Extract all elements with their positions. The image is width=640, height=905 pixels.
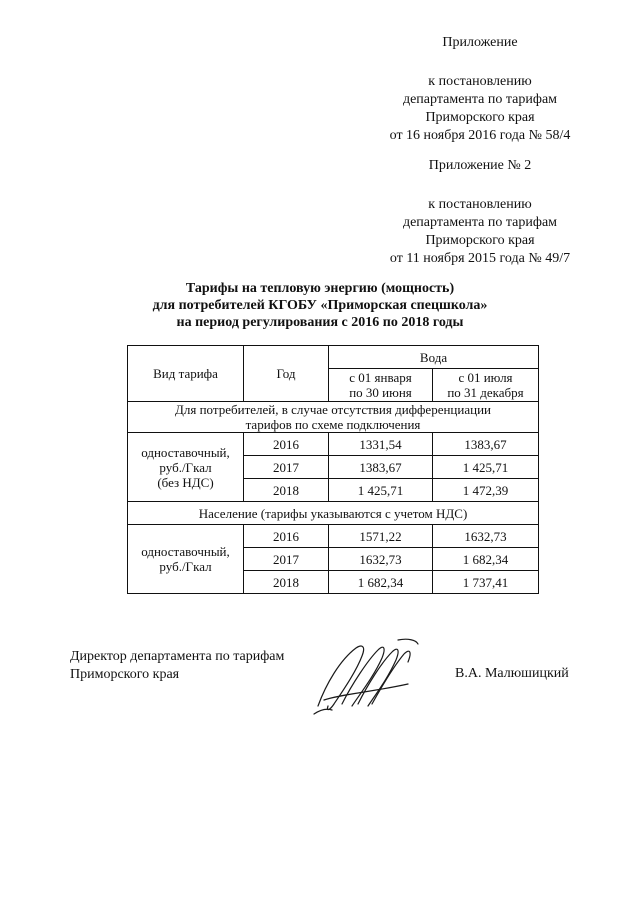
- title-line: Тарифы на тепловую энергию (мощность): [185, 281, 455, 296]
- year-cell: 2018: [244, 479, 329, 502]
- handwritten-signature: [312, 634, 422, 718]
- document-title: [100, 280, 540, 331]
- header-period-1: с 01 января по 30 июня: [329, 369, 433, 402]
- value-cell: 1331,54: [329, 433, 433, 456]
- year-cell: 2016: [244, 525, 329, 548]
- appendix-title: Приложение: [442, 35, 518, 50]
- value-cell: 1571,22: [329, 525, 433, 548]
- year-cell: 2018: [244, 571, 329, 594]
- appendix-title: Приложение № 2: [428, 158, 532, 173]
- appendix-header-1: [360, 34, 600, 145]
- section-header-row: [128, 402, 539, 433]
- appendix-line: Приморского края: [425, 110, 535, 125]
- appendix-line: к постановлению: [428, 197, 532, 212]
- table-row: [128, 433, 539, 456]
- appendix-line: от 16 ноября 2016 года № 58/4: [389, 128, 571, 143]
- appendix-line: от 11 ноября 2015 года № 49/7: [389, 251, 571, 266]
- section-title: Для потребителей, в случае отсутствия дифференциации тарифов по схеме подключения: [128, 402, 539, 433]
- value-cell: 1 472,39: [433, 479, 539, 502]
- header-tariff-type: Вид тарифа: [128, 346, 244, 402]
- value-cell: 1 425,71: [329, 479, 433, 502]
- value-cell: 1383,67: [329, 456, 433, 479]
- appendix-line: к постановлению: [428, 74, 532, 89]
- appendix-reference: [360, 196, 600, 268]
- appendix-line: Приморского края: [425, 233, 535, 248]
- tariff-type-cell: одноставочный, руб./Гкал: [128, 525, 244, 594]
- tariff-type-cell: одноставочный, руб./Гкал (без НДС): [128, 433, 244, 502]
- section-header-row: [128, 502, 539, 525]
- section-title: Население (тарифы указываются с учетом НДС): [128, 502, 539, 525]
- value-cell: 1 425,71: [433, 456, 539, 479]
- value-cell: 1 682,34: [329, 571, 433, 594]
- appendix-reference: [360, 73, 600, 145]
- tariff-table: [127, 345, 539, 594]
- header-period-2: с 01 июля по 31 декабря: [433, 369, 539, 402]
- table-row: [128, 525, 539, 548]
- header-year: Год: [244, 346, 329, 402]
- value-cell: 1632,73: [433, 525, 539, 548]
- title-line: на период регулирования с 2016 по 2018 годы: [176, 315, 464, 330]
- title-line: для потребителей КГОБУ «Приморская спецшкола»: [152, 298, 488, 313]
- signatory-name: В.А. Малюшицкий: [455, 666, 569, 681]
- value-cell: 1 737,41: [433, 571, 539, 594]
- position-line: Приморского края: [70, 667, 180, 682]
- signatory-position: [70, 648, 284, 684]
- value-cell: 1632,73: [329, 548, 433, 571]
- value-cell: 1383,67: [433, 433, 539, 456]
- position-line: Директор департамента по тарифам: [70, 649, 285, 664]
- appendix-line: департамента по тарифам: [402, 215, 558, 230]
- appendix-line: департамента по тарифам: [402, 92, 558, 107]
- year-cell: 2017: [244, 456, 329, 479]
- header-water: Вода: [329, 346, 539, 369]
- value-cell: 1 682,34: [433, 548, 539, 571]
- appendix-header-2: [360, 157, 600, 268]
- year-cell: 2017: [244, 548, 329, 571]
- year-cell: 2016: [244, 433, 329, 456]
